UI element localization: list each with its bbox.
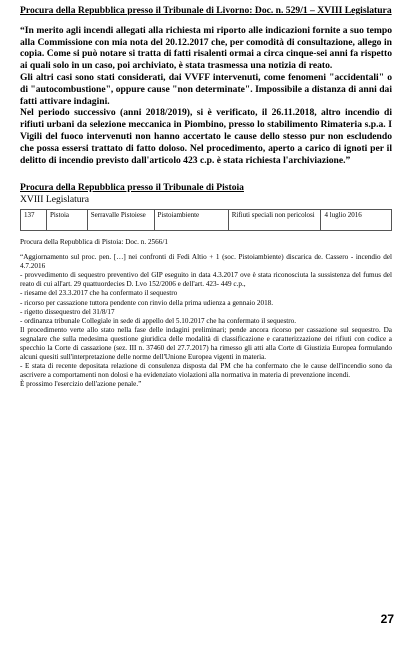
section2-quote xyxy=(20,253,392,389)
quote-paragraph: Nel periodo successivo (anni 2018/2019), si è verificato, il 26.11.2018, altro incendio di rifiuti urbani da selezione meccanica in Piombino, presso lo stabilimento Rimateria s.p.a. I Vigili del fuoco intervenuti non hanno accertato le cause dello stesso pur non escludendo che possa essersi trattato di fatto doloso. Nel procedimento, aperto a carico di ignoti per il delitto di incendio previsto dall'articolo 423 c.p. è stata richiesta l'archiviazione.” xyxy=(20,107,392,166)
quote-line: - E stata di recente depositata relazione di consulenza disposta dal PM che ha confermato che le cause dell'incendio sono da ascrivere a comportamenti non dolosi e ha evidenziato violazioni alla normativa in materia di prevenzione incendi. xyxy=(20,362,392,380)
quote-line: Il procedimento verte allo stato nella fase delle indagini preliminari; pende ancora ricorso per cassazione sul sequestro. Da segnalare che sulla medesima questione giuridica delle modalità di classificazione e caratterizzazione dei rifiuti con codice a specchio la Corte di cassazione (sez. III n. 37460 del 27.7.2017) ha rimesso gli atti alla Corte di Giustizia Europea formulando alcuni quesiti sull'interpretazione delle norme dell'Unione Europea vigenti in materia. xyxy=(20,325,392,362)
quote-line: - rigetto dissequestro del 31/8/17 xyxy=(20,307,115,316)
quote-line: “Aggiornamento sul proc. pen. […] nei confronti di Fedi Altio + 1 (soc. Pistoiambiente) discarica de. Cassero - incendio del 4.7.2016 xyxy=(20,253,392,271)
section2-subheading: XVIII Legislatura xyxy=(20,194,89,206)
quote-line: - provvedimento di sequestro preventivo del GIP eseguito in data 4.3.2017 ove è stata riconosciuta la sussistenza del fumus del reato di cui all'art. 29 quattuordecies D. Lvo 152/2006 e dell'art. 423- 449 c.p., xyxy=(20,271,392,289)
table-cell-number: 137 xyxy=(21,209,47,230)
quote-paragraph: “In merito agli incendi allegati alla richiesta mi riporto alle indicazioni fornite a suo tempo alla Commissione con mia nota del 20.12.2017 che, per comodità di consultazione, allego in copia. Come si può notare si tratta di fatti risalenti ormai a circa cinque-sei anni fa rispetto ai quali solo in un caso, poi archiviato, è stata trasmessa una notizia di reato. xyxy=(20,24,392,72)
quote-line: - riesame del 23.3.2017 che ha confermato il sequestro xyxy=(20,289,178,298)
page-number: 27 xyxy=(380,612,394,626)
section1-heading: Procura della Repubblica presso il Tribunale di Livorno: Doc. n. 529/1 – XVIII Legislatura xyxy=(20,5,392,16)
site-info-table xyxy=(20,209,392,231)
section1-quote xyxy=(20,25,392,167)
quote-line: - ricorso per cassazione tuttora pendente con rinvio della prima udienza a gennaio 2018. xyxy=(20,298,274,307)
table-cell-waste-type: Rifiuti speciali non pericolosi xyxy=(228,209,321,230)
quote-line: - ordinanza tribunale Collegiale in sede di appello del 5.10.2017 che ha confermato il sequestro. xyxy=(20,316,297,325)
table-row xyxy=(21,209,392,230)
doc-reference: Procura della Repubblica di Pistoia: Doc. n. 2566/1 xyxy=(20,237,168,246)
document-page xyxy=(20,5,392,389)
table-cell-province: Pistoia xyxy=(46,209,87,230)
section2-heading: Procura della Repubblica presso il Tribunale di Pistoia xyxy=(20,182,244,194)
table-cell-date: 4 luglio 2016 xyxy=(321,209,392,230)
table-cell-municipality: Serravalle Pistoiese xyxy=(87,209,154,230)
quote-line: È prossimo l'esercizio dell'azione penale.” xyxy=(20,380,142,389)
table-cell-company: Pistoiambiente xyxy=(154,209,228,230)
quote-paragraph: Gli altri casi sono stati considerati, dai VVFF intervenuti, come fenomeni "accidentali" o di "autocombustione", oppure cause "non determinate". Impossibile a distanza di anni dai fatti attivare indagini. xyxy=(20,71,392,107)
